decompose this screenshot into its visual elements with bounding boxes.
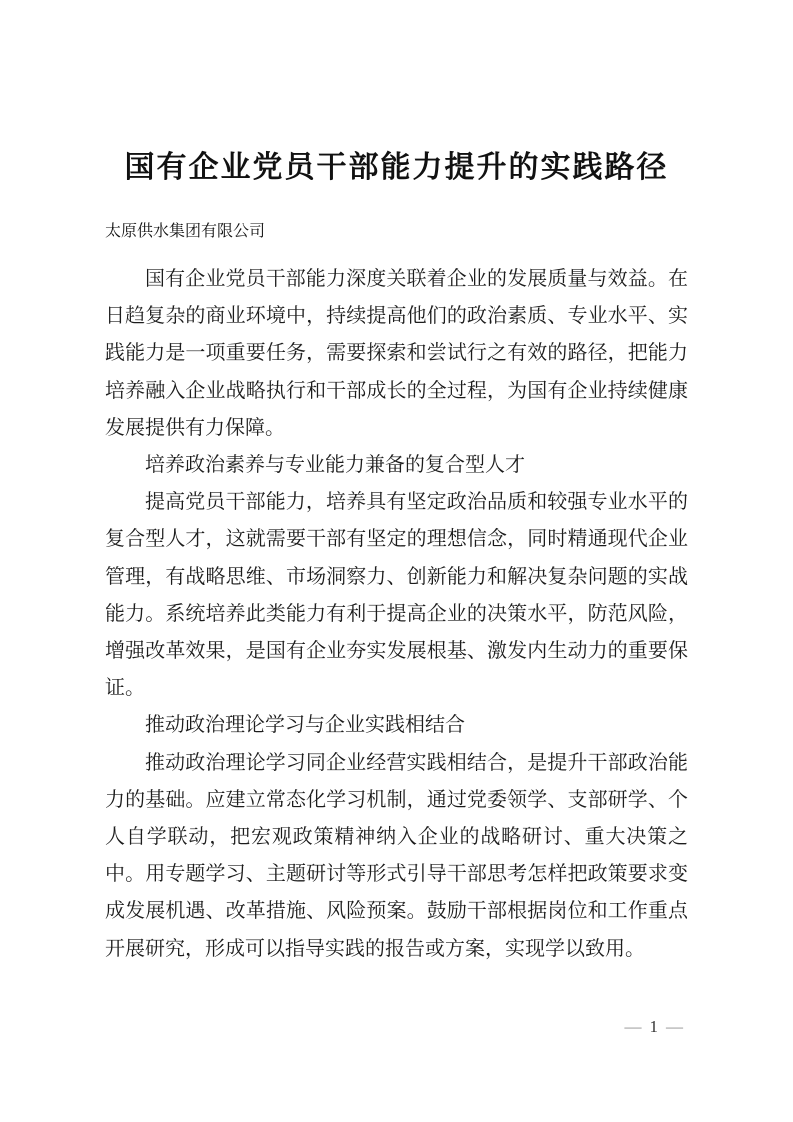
author-line: 太原供水集团有限公司	[105, 223, 266, 240]
document-title: 国有企业党员干部能力提升的实践路径	[124, 151, 669, 184]
page-number-value: 1	[649, 1017, 658, 1036]
page-number	[625, 1016, 684, 1038]
section-heading-theory-practice: 推动政治理论学习与企业实践相结合	[145, 714, 465, 737]
page-number-right-dash: —	[666, 1017, 683, 1036]
paragraph-composite-talent: 提高党员干部能力，培养具有坚定政治品质和较强专业水平的复合型人才，这就需要干部有坚定的理想信念，同时精通现代企业管理，有战略思维、市场洞察力、创新能力和解决复杂问题的实战能力。系统培养此类能力有利于提高企业的决策水平，防范风险，增强改革效果，是国有企业夯实发展根基、激发内生动力的重要保证。	[105, 491, 688, 700]
page-number-left-dash: —	[624, 1017, 642, 1036]
paragraph-theory-practice: 推动政治理论学习同企业经营实践相结合，是提升干部政治能力的基础。应建立常态化学习机制，通过党委领学、支部研学、个人自学联动，把宏观政策精神纳入企业的战略研讨、重大决策之中。用专题学习、主题研讨等形式引导干部思考怎样把政策要求变成发展机遇、改革措施、风险预案。鼓励干部根据岗位和工作重点开展研究，形成可以指导实践的报告或方案，实现学以致用。	[105, 751, 688, 960]
paragraph-intro: 国有企业党员干部能力深度关联着企业的发展质量与效益。在日趋复杂的商业环境中，持续提高他们的政治素质、专业水平、实践能力是一项重要任务，需要探索和尝试行之有效的路径，把能力培养融入企业战略执行和干部成长的全过程，为国有企业持续健康发展提供有力保障。	[105, 268, 688, 439]
section-heading-composite-talent: 培养政治素养与专业能力兼备的复合型人才	[145, 454, 525, 477]
document-body	[105, 261, 688, 968]
